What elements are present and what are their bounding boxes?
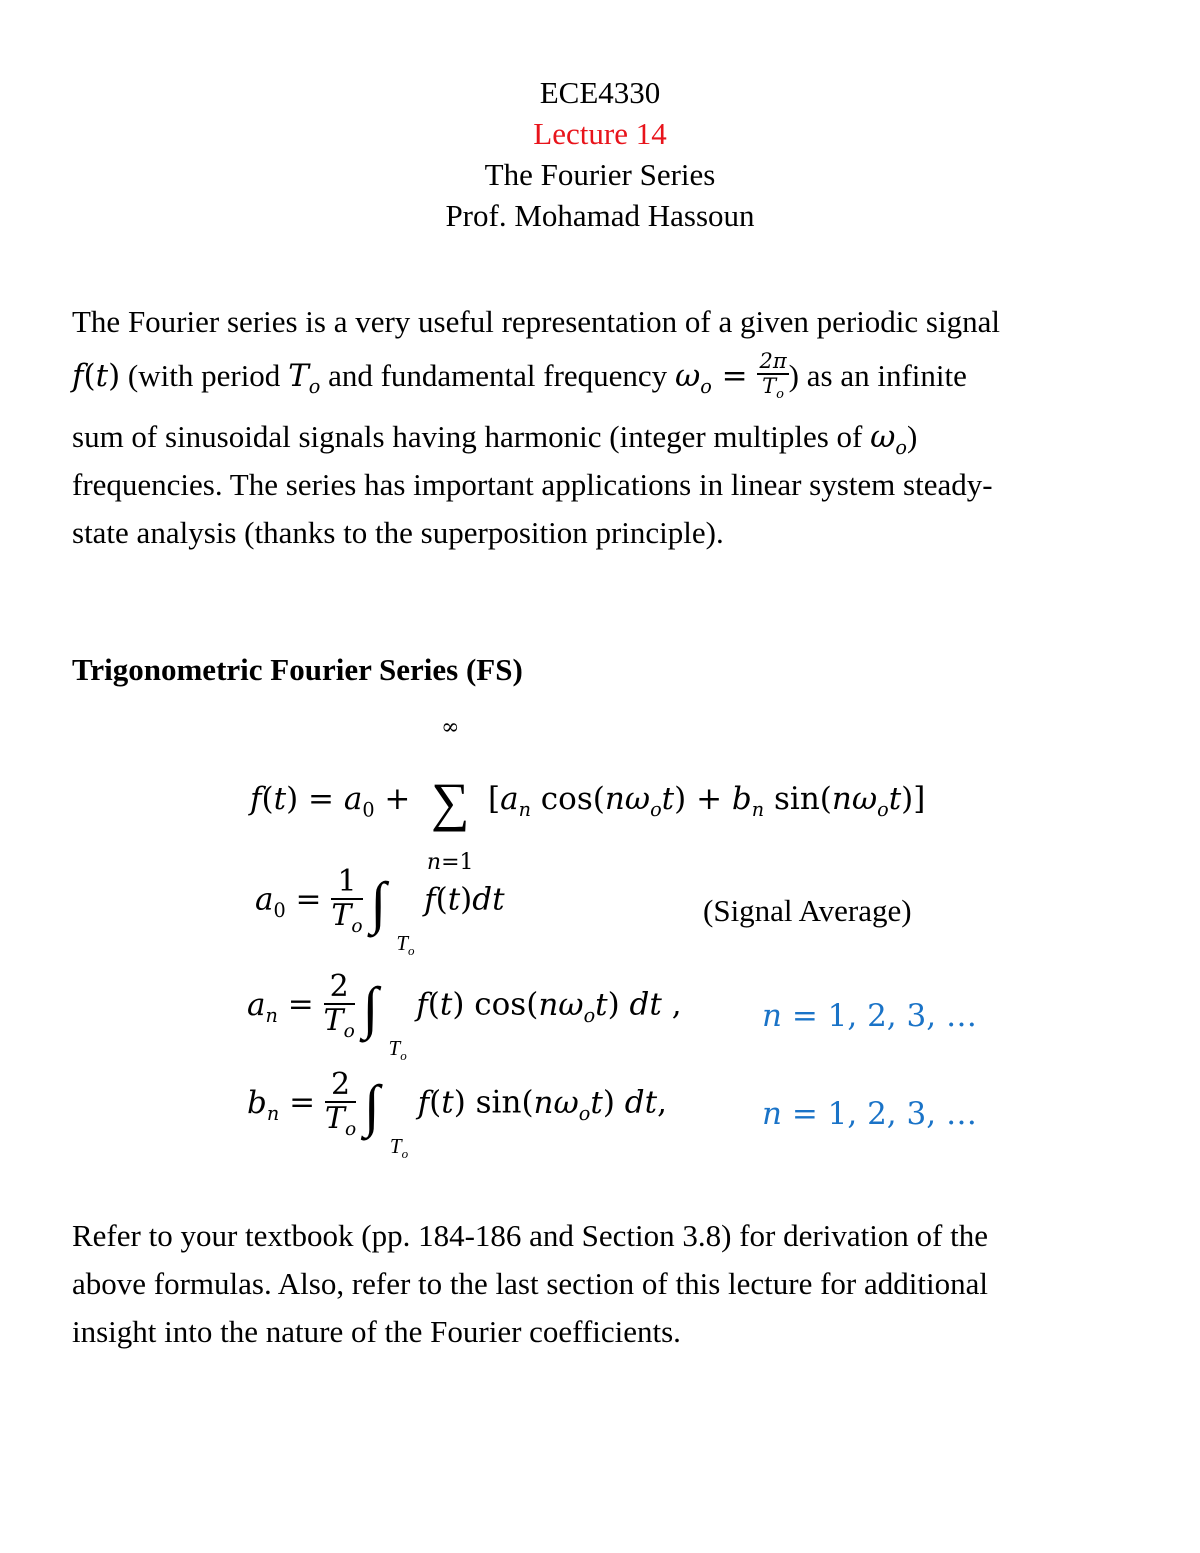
intro-line-3-text-b: )	[906, 419, 918, 454]
omega-definition: $\omega_o$ = $\frac{2\pi}{T_o}$	[674, 349, 787, 402]
intro-line-4: frequencies. The series has important applications in linear system steady-	[72, 467, 993, 502]
intro-paragraph	[72, 298, 1132, 557]
signal-average-note: (Signal Average)	[703, 893, 912, 928]
signal-symbol: f	[72, 358, 84, 394]
omega-symbol: $\omega_o$	[870, 419, 907, 460]
document-header	[0, 72, 1200, 236]
summation-symbol: ∞ ∑ n=1	[426, 715, 474, 875]
intro-line-2: f(t) (with period $T_o$ and fundamental frequency $\omega_o$ = $\frac{2\pi}{T_o}$ ) as an infinite	[72, 349, 967, 402]
integral-symbol: ∫ $T_o$	[363, 1072, 409, 1161]
intro-line-3-text-a: sum of sinusoidal signals having harmonic (integer multiples of	[72, 419, 863, 454]
bn-index-range: n = 1, 2, 3, …	[762, 1096, 977, 1132]
integral-symbol: ∫ $T_o$	[362, 974, 407, 1063]
an-equation: $a_n$ = $\frac{2}{T_o}$ ∫ $T_o$ f(t) $\cos(n\omega_ot)$ dt ,	[247, 969, 682, 1063]
two-over-period-fraction: $\frac{2}{T_o}$	[323, 969, 355, 1042]
section-heading: Trigonometric Fourier Series (FS)	[72, 652, 523, 687]
bn-equation: $b_n$ = $\frac{2}{T_o}$ ∫ $T_o$ f(t) $\sin(n\omega_ot)$ dt,	[247, 1067, 667, 1161]
intro-line-5: state analysis (thanks to the superposition principle).	[72, 515, 724, 550]
an-index-range: n = 1, 2, 3, …	[762, 998, 977, 1034]
lecture-number: Lecture 14	[533, 116, 667, 151]
document-title: The Fourier Series	[484, 157, 716, 192]
closing-paragraph	[72, 1212, 1132, 1356]
course-code: ECE4330	[539, 75, 661, 110]
author-name: Prof. Mohamad Hassoun	[445, 198, 755, 233]
integral-symbol: ∫ $T_o$	[370, 869, 415, 958]
intro-line-2-text-a: (with period	[127, 358, 281, 393]
fourier-series-equation: $f(t) = a_0$ + ∞ ∑ n=1 [$a_n$ $\cos(n\omega_ot) + b_n$ $\sin(n\omega_ot)$]	[250, 715, 926, 875]
intro-line-2-text-b: and fundamental frequency	[328, 358, 668, 393]
intro-line-1: The Fourier series is a very useful representation of a given periodic signal	[72, 304, 1000, 339]
period-symbol: $T_o$	[288, 358, 321, 399]
intro-line-3	[72, 413, 1132, 461]
a0-equation: $a_0$ = $\frac{1}{T_o}$ ∫ $T_o$ f(t)dt	[255, 864, 505, 958]
closing-line-3: insight into the nature of the Fourier coefficients.	[72, 1314, 681, 1349]
two-over-period-fraction: $\frac{2}{T_o}$	[324, 1067, 357, 1140]
two-pi-over-period-fraction: $\frac{2\pi}{T_o}$	[759, 349, 787, 402]
intro-line-2-text-c: ) as an infinite	[788, 358, 967, 393]
closing-line-2: above formulas. Also, refer to the last section of this lecture for additional	[72, 1266, 988, 1301]
one-over-period-fraction: $\frac{1}{T_o}$	[331, 864, 363, 937]
closing-line-1: Refer to your textbook (pp. 184-186 and Section 3.8) for derivation of the	[72, 1218, 988, 1253]
